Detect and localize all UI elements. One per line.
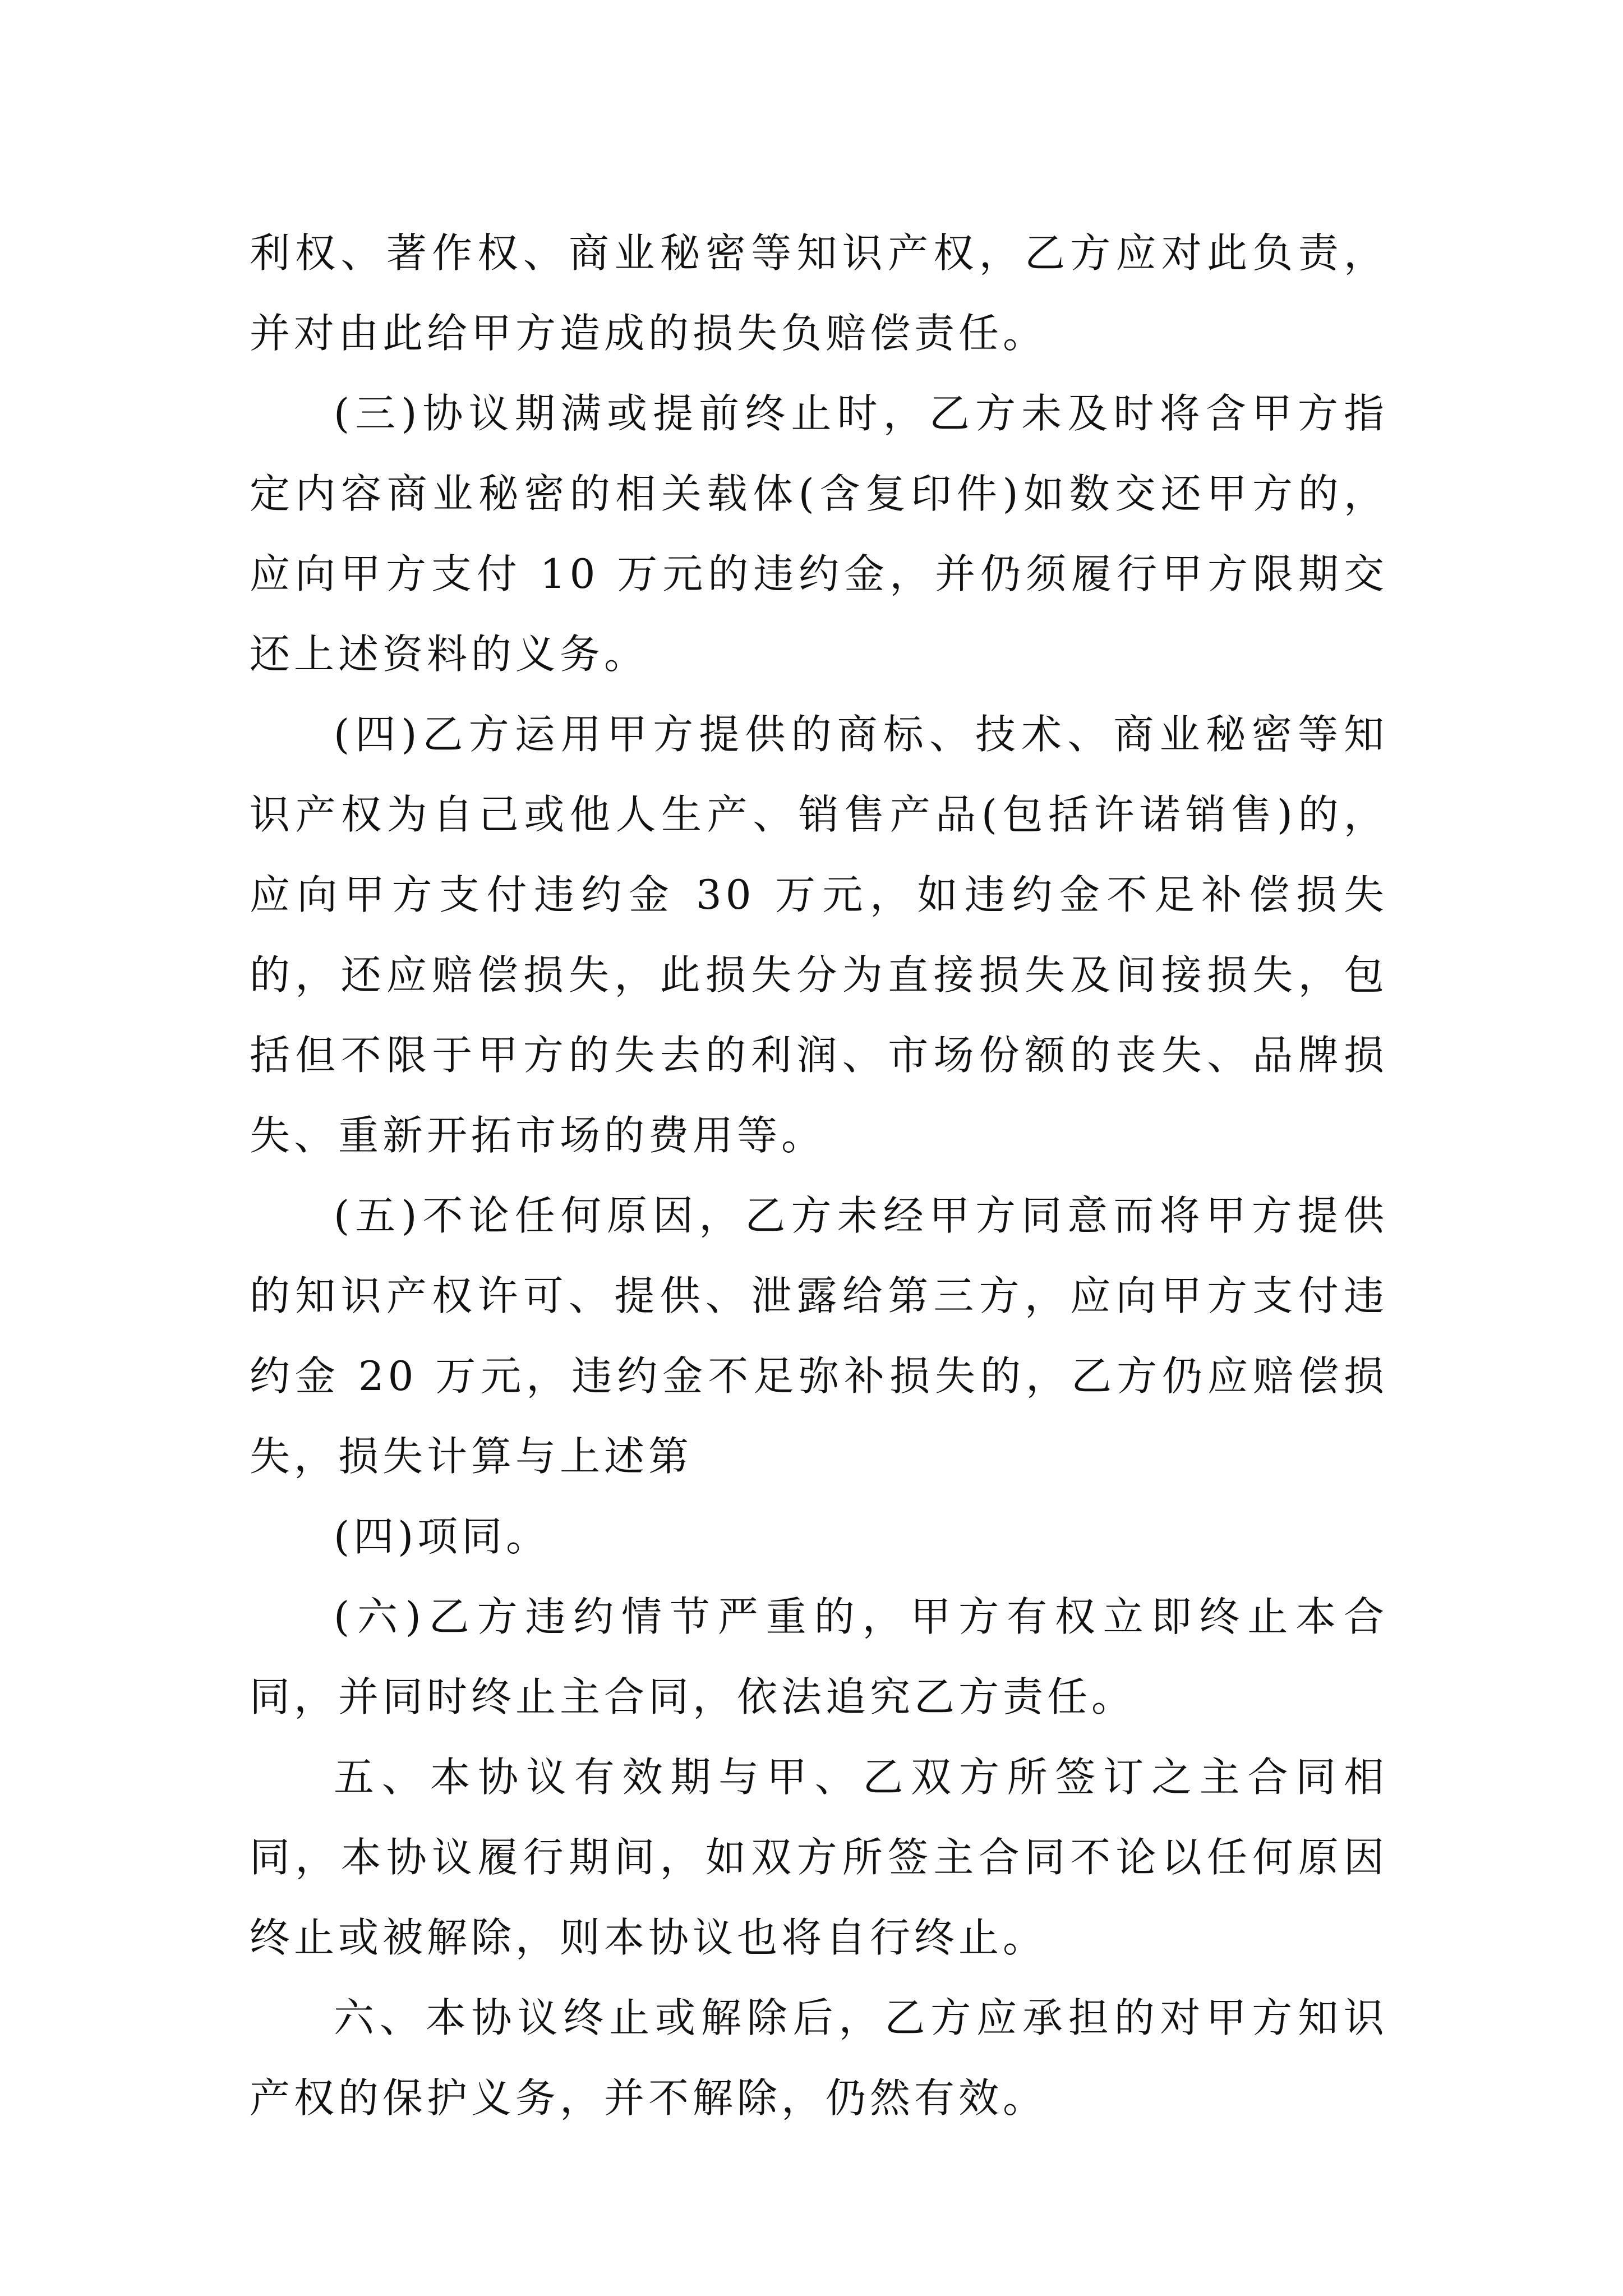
paragraph-clause-3: (三)协议期满或提前终止时，乙方未及时将含甲方指定内容商业秘密的相关载体(含复印件)如数交还甲方的，应向甲方支付 10 万元的违约金，并仍须履行甲方限期交还上述资料的义务。 xyxy=(250,390,1388,678)
paragraph-ip-liability: 利权、著作权、商业秘密等知识产权，乙方应对此负责，并对由此给甲方造成的损失负赔偿责任。 xyxy=(250,229,1388,357)
paragraph-clause-4: (四)乙方运用甲方提供的商标、技术、商业秘密等知识产权为自己或他人生产、销售产品(包括许诺销售)的，应向甲方支付违约金 30 万元，如违约金不足补偿损失的，还应赔偿损失，此损失分为直接损失及间接损失，包括但不限于甲方的失去的利润、市场份额的丧失、品牌损失、重新开拓市场的费用等。 xyxy=(250,711,1388,1159)
paragraph-clause-5-continued: (四)项同。 xyxy=(334,1513,551,1560)
paragraph-clause-5: (五)不论任何原因，乙方未经甲方同意而将甲方提供的知识产权许可、提供、泄露给第三方，应向甲方支付违约金 20 万元，违约金不足弥补损失的，乙方仍应赔偿损失，损失计算与上述第 xyxy=(250,1192,1388,1480)
paragraph-clause-6: (六)乙方违约情节严重的，甲方有权立即终止本合同，并同时终止主合同，依法追究乙方责任。 xyxy=(250,1593,1388,1720)
paragraph-article-6: 六、本协议终止或解除后，乙方应承担的对甲方知识产权的保护义务，并不解除，仍然有效。 xyxy=(250,1994,1388,2122)
contract-body xyxy=(250,213,1388,2138)
paragraph-article-5: 五、本协议有效期与甲、乙双方所签订之主合同相同，本协议履行期间，如双方所签主合同不论以任何原因终止或被解除，则本协议也将自行终止。 xyxy=(250,1754,1388,1961)
